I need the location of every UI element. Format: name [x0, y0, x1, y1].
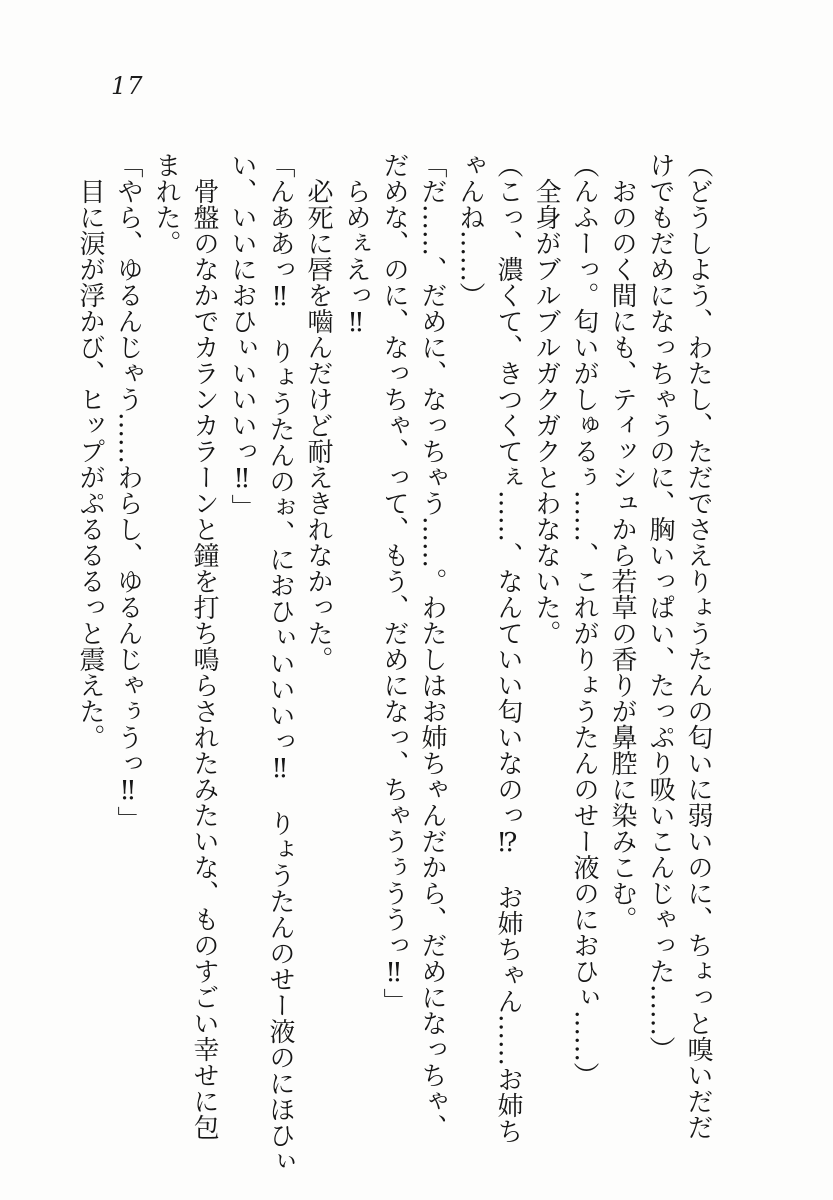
text-line: い、いいにおひぃいいいっ‼」: [227, 152, 257, 520]
text-line: だめな、のに、なっちゃ、って、もう、だめになっ、ちゃうぅううっ‼」: [379, 152, 409, 1014]
text-body: [71, 152, 717, 1172]
text-line: 「やら、ゆるんじゃう……わらし、ゆるんじゃぅうっ‼」: [113, 152, 143, 832]
text-line: （んふーっ。匂いがしゅるぅ……、これがりょうたんのせー液のにおひぃ……）: [569, 152, 599, 1088]
text-line: ゃんね……）: [455, 152, 485, 308]
text-line: おののく間にも、ティッシュから若草の香りが鼻腔に染みこむ。: [607, 178, 637, 932]
text-line: 「だ……、だめに、なっちゃう……。わたしはお姉ちゃんだから、だめになっちゃ、: [417, 152, 447, 1140]
text-line: （どうしよう、わたし、ただでさえりょうたんの匂いに弱いのに、ちょっと嗅いだだ: [683, 152, 713, 1140]
text-line: らめぇえっ‼: [341, 178, 371, 338]
text-line: 目に涙が浮かび、ヒップがぷるるるっと震えた。: [75, 178, 105, 750]
text-line: 必死に唇を嚙んだけど耐えきれなかった。: [303, 178, 333, 672]
text-line: 全身がブルブルガクガクとわなないた。: [531, 178, 561, 646]
text-line: けでもだめになっちゃうのに、胸いっぱい、たっぷり吸いこんじゃった……）: [645, 152, 675, 1062]
text-line: まれた。: [151, 152, 181, 256]
text-line: 骨盤のなかでカランカラーンと鐘を打ち鳴らされたみたいな、ものすごい幸せに包: [189, 178, 219, 1140]
text-line: 「んああっ‼ りょうたんのぉ、におひぃいいいっ‼ りょうたんのせー液のにほひぃ: [265, 152, 295, 1174]
page-number: 17: [111, 72, 144, 100]
text-line: （こっ、濃くて、きつくてぇ……、なんていい匂いなのっ⁉ お姉ちゃん……お姉ち: [493, 152, 523, 1144]
